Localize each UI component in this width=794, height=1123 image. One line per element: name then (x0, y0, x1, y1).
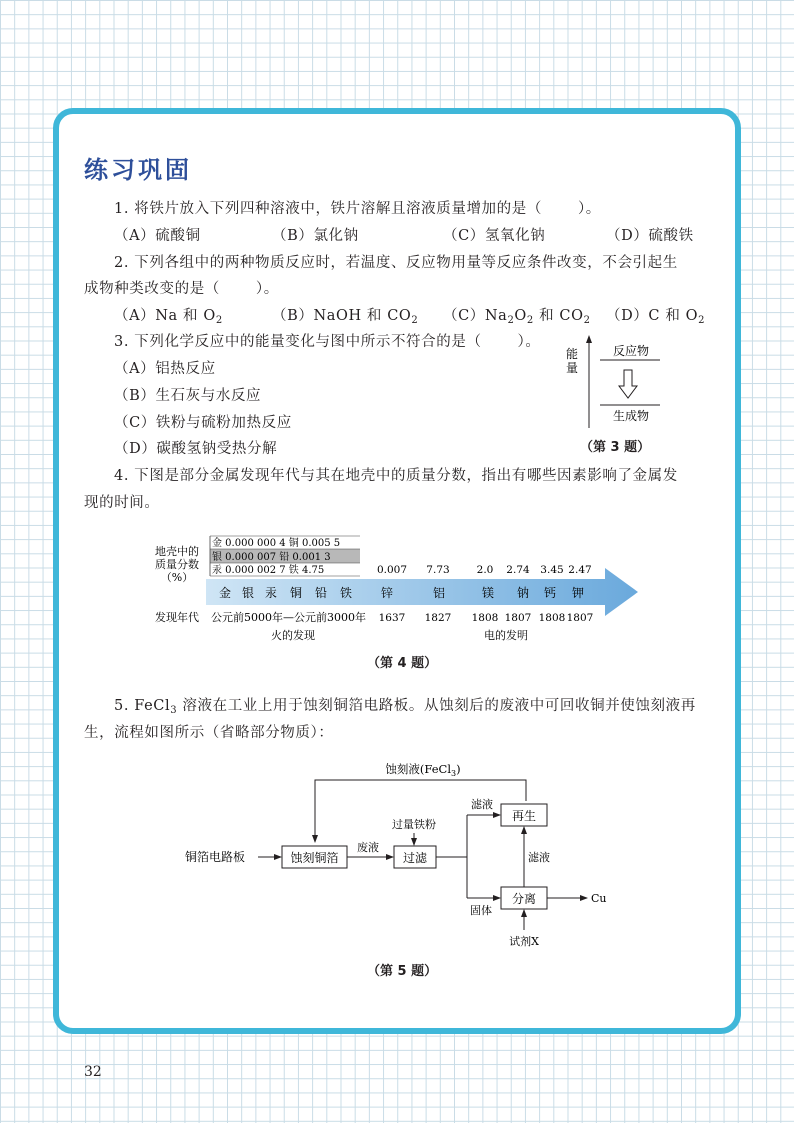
q1-stem-end: ）。 (577, 201, 601, 217)
metal-label: 锌 (380, 586, 394, 600)
year-label: 1808 (471, 612, 499, 624)
axis-arrowhead (586, 335, 592, 343)
metal-label: 镁 (481, 586, 495, 600)
q2-option-a-text: （A）Na 和 O (114, 308, 216, 324)
q1-option-b: （B）氯化钠 (272, 228, 359, 244)
metal-label: 钠 (516, 586, 530, 600)
later-fraction-labels (377, 564, 592, 576)
separate-box-label: 分离 (511, 892, 537, 906)
down-arrow-icon (619, 370, 637, 398)
q4-stem-line2: 现的时间。 (84, 495, 160, 511)
q2-stem-text: 成物种类改变的是（ (84, 281, 220, 297)
era-electric-label: 电的发明 (484, 629, 528, 642)
q2-option-d-text: （D）C 和 O (606, 308, 699, 324)
q2-option-b (272, 304, 418, 326)
metal-label: 铅 (314, 586, 328, 600)
input-label: 铜箔电路板 (185, 850, 246, 864)
metal-label: 钙 (543, 586, 557, 600)
filter-box-label: 过滤 (402, 851, 428, 865)
subscript: 2 (507, 315, 515, 326)
q3-option-c: （C）铁粉与硫粉加热反应 (114, 415, 292, 431)
solid-label: 固体 (470, 904, 492, 917)
early-row-2: 银 0.000 007 铅 0.001 3 (212, 552, 331, 563)
q5-stem-line1 (114, 694, 696, 716)
q1-option-a: （A）硫酸铜 (114, 228, 201, 244)
reactant-label: 反应物 (613, 344, 650, 358)
fraction-label: 0.007 (376, 564, 408, 576)
q3-option-b: （B）生石灰与水反应 (114, 388, 262, 404)
early-row-3: 汞 0.000 002 7 铁 4.75 (212, 565, 325, 576)
q2-stem-line2 (84, 277, 279, 298)
q1-stem-text: 1. 将铁片放入下列四种溶液中，铁片溶解且溶液质量增加的是（ (114, 201, 542, 217)
section-title: 练习巩固 (84, 156, 192, 184)
q2-stem-line1: 2. 下列各组中的两种物质反应时，若温度、反应物用量等反应条件改变，不会引起生 (114, 255, 678, 271)
subscript: 2 (215, 315, 223, 326)
fraction-label: 3.45 (540, 564, 564, 576)
etch-box-label: 蚀刻铜箔 (290, 851, 339, 865)
filtrate-top-label: 滤液 (471, 798, 493, 811)
q4-stem-line1: 4. 下图是部分金属发现年代与其在地壳中的质量分数，指出有哪些因素影响了金属发 (114, 468, 678, 484)
year-label: 1807 (504, 612, 532, 624)
etching-flowchart (185, 758, 615, 958)
axis-label-1: 能 (566, 347, 579, 361)
metal-label: 铝 (432, 586, 446, 600)
early-years: 公元前5000年—公元前3000年 (211, 611, 366, 624)
year-label: 1808 (538, 612, 566, 624)
iron-label: 过量铁粉 (392, 818, 436, 831)
row-label-1: 地壳中的 (155, 545, 199, 558)
subscript: 2 (526, 315, 534, 326)
axis-label-2: 量 (566, 361, 579, 375)
q2-option-b-text: （B）NaOH 和 CO (272, 308, 412, 324)
year-row-label: 发现年代 (155, 611, 199, 624)
q2-option-a (114, 304, 223, 326)
fraction-label: 2.74 (506, 564, 530, 576)
q3-option-d: （D）碳酸氢钠受热分解 (114, 441, 278, 457)
q1-option-c: （C）氢氧化钠 (443, 228, 546, 244)
fraction-label: 2.0 (476, 564, 494, 576)
q2-option-c-text: O (514, 308, 527, 324)
later-year-labels (379, 612, 594, 624)
regen-box-label: 再生 (511, 809, 537, 823)
subscript: 3 (170, 705, 178, 716)
metal-label: 铜 (289, 586, 303, 600)
q2-stem-end: ）。 (255, 281, 279, 297)
q3-stem (114, 330, 541, 351)
row-label-3: （%） (160, 571, 194, 584)
q3-caption: （第 3 题） (580, 440, 651, 455)
year-label: 1637 (378, 612, 406, 624)
q1-option-d: （D）硫酸铁 (606, 228, 694, 244)
product-label: 生成物 (613, 409, 650, 423)
q1-stem (114, 197, 601, 218)
q5-caption: （第 5 题） (367, 964, 438, 979)
year-label: 1827 (424, 612, 452, 624)
q2-option-d (606, 304, 705, 326)
recycle-line (315, 780, 526, 842)
early-row-1: 金 0.000 000 4 铜 0.005 5 (212, 538, 341, 549)
q2-option-c-text: （C）Na (443, 308, 508, 324)
subscript: 2 (411, 315, 419, 326)
era-fire-label: 火的发现 (271, 629, 315, 642)
metal-label: 汞 (264, 586, 278, 600)
q5-stem-line2: 生，流程如图所示（省略部分物质）： (84, 725, 334, 741)
fraction-label: 2.47 (568, 564, 592, 576)
q3-stem-text: 3. 下列化学反应中的能量变化与图中所示不符合的是（ (114, 334, 482, 350)
q3-option-a: （A）铝热反应 (114, 361, 216, 377)
subscript: 2 (698, 315, 706, 326)
year-label: 1807 (566, 612, 594, 624)
metal-label: 银 (241, 586, 255, 600)
energy-diagram (560, 332, 670, 432)
waste-label: 废液 (357, 841, 379, 854)
copper-label: Cu (591, 892, 607, 905)
page-number: 32 (84, 1064, 102, 1080)
q4-caption: （第 4 题） (367, 656, 438, 671)
metal-discovery-figure (150, 532, 640, 647)
fraction-label: 7.73 (426, 564, 450, 576)
etchant-label: 蚀刻液(FeCl$_3$) (385, 762, 461, 778)
metal-label: 金 (218, 586, 232, 600)
filtrate-mid-label: 滤液 (528, 851, 550, 864)
q5-stem-text: 溶液在工业上用于蚀刻铜箔电路板。从蚀刻后的废液中可回收铜并使蚀刻液再 (177, 698, 696, 714)
metal-label: 铁 (339, 586, 353, 600)
metal-label: 钾 (571, 586, 585, 600)
q5-stem-text: 5. FeCl (114, 698, 171, 714)
q2-option-c-text: 和 CO (533, 308, 584, 324)
q3-stem-end: ）。 (517, 334, 541, 350)
row-label-2: 质量分数 (155, 558, 199, 571)
reagent-label: 试剂X (509, 935, 539, 948)
subscript: 2 (583, 315, 591, 326)
q2-option-c (443, 304, 591, 326)
